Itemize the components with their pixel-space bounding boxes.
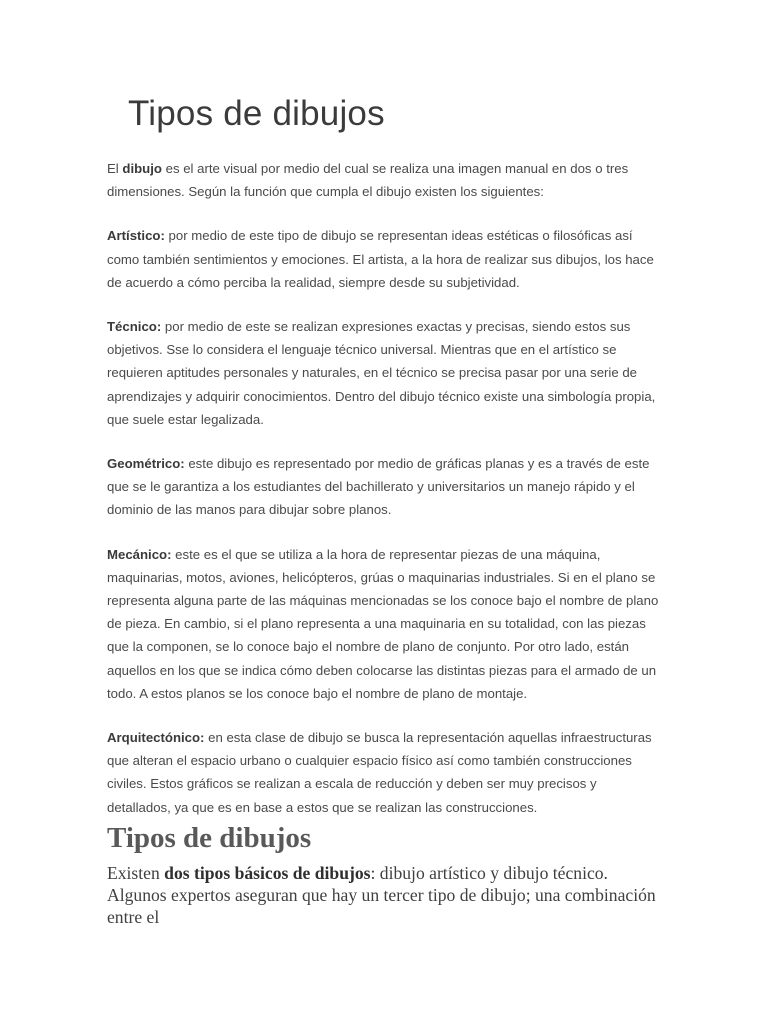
section-text: este es el que se utiliza a la hora de representar piezas de una máquina, maquinarias, motos, aviones, helicópteros, grúas o maquinarias industriales. Si en el plano se representa alguna parte de las máquinas mencionadas se los conoce bajo el nombre de plano de pieza. En cambio, si el plano representa a una maquinaria en su totalidad, con las piezas que la componen, se lo conoce bajo el nombre de plano de conjunto. Por otro lado, están aquellos en los que se indica cómo deben colocarse las distintas piezas para el armado de un todo. A estos planos se los conoce bajo el nombre de plano de montaje. [107, 546, 659, 701]
intro-paragraph: El dibujo es el arte visual por medio del cual se realiza una imagen manual en dos o tres dimensiones. Según la función que cumpla el dibujo existen los siguientes: [107, 161, 629, 200]
section-tecnico [107, 315, 662, 431]
section-term: Mecánico: [107, 546, 172, 562]
section-mecanico [107, 543, 662, 705]
section-term: Geométrico: [107, 456, 185, 472]
second-paragraph-term: dos tipos básicos de dibujos [164, 863, 371, 883]
intro-term: dibujo [122, 161, 162, 176]
section-text: por medio de este se realizan expresiones exactas y precisas, siendo estos sus objetivos. Sse lo considera el lenguaje técnico universal. Mientras que en el artístico se requieren aptitudes personales y naturales, en el técnico se precisa pasar por una serie de aprendizajes y adquirir conocimientos. Dentro del dibujo técnico existe una simbología propia, que suele estar legalizada. [107, 319, 656, 427]
section-term: Arquitectónico: [107, 730, 205, 746]
section-text: este dibujo es representado por medio de gráficas planas y es a través de este que se le garantiza a los estudiantes del bachillerato y universitarios un manejo rápido y el dominio de las manos para dibujar sobre planos. [107, 456, 650, 518]
section-geometrico [107, 452, 662, 522]
section-text: por medio de este tipo de dibujo se representan ideas estéticas o filosóficas así como también sentimientos y emociones. El artista, a la hora de realizar sus dibujos, los hace de acuerdo a cómo perciba la realidad, siempre desde su subjetividad. [107, 228, 654, 290]
section-term: Artístico: [107, 228, 165, 244]
section-artistico [107, 224, 662, 294]
body-text [107, 157, 662, 840]
section-arquitectonico [107, 726, 662, 819]
section-text: en esta clase de dibujo se busca la representación aquellas infraestructuras que alteran el espacio urbano o cualquier espacio físico así como también construcciones civiles. Estos gráficos se realizan a escala de reducción y deben ser muy precisos y detallados, ya que es en base a estos que se realizan las construcciones. [107, 730, 652, 815]
second-paragraph: Existen dos tipos básicos de dibujos: dibujo artístico y dibujo técnico. Algunos expertos aseguran que hay un tercer tipo de dibujo; una combinación entre el [107, 863, 656, 927]
section-heading: Tipos de dibujos [107, 822, 312, 854]
page-title: Tipos de dibujos [128, 94, 385, 133]
section-term: Técnico: [107, 319, 162, 335]
